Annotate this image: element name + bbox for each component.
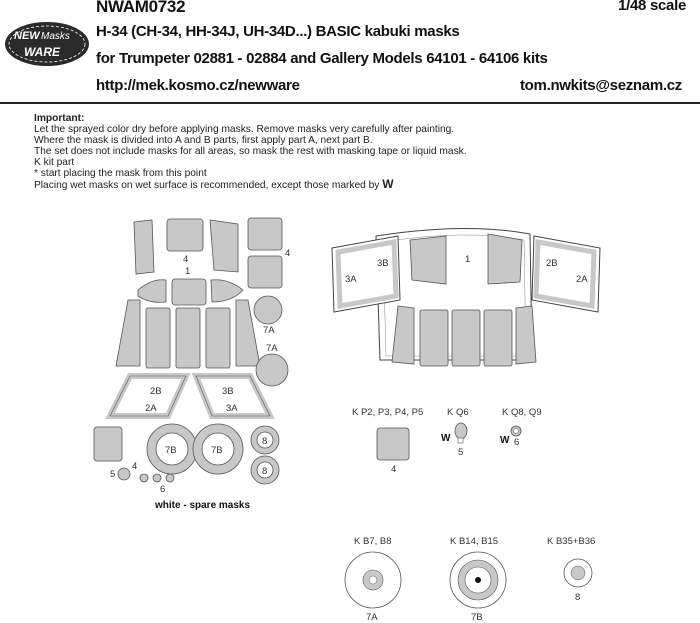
instruction-line: * start placing the mask from this point: [34, 168, 207, 179]
mask-window: [210, 220, 238, 272]
part-mask-label: 4: [391, 464, 397, 475]
mask-circle: [118, 468, 130, 480]
wheel-kit-label: K B35+B36: [547, 536, 596, 547]
canopy-window: [452, 310, 480, 366]
canopy-window: [420, 310, 448, 366]
label: 1: [465, 254, 471, 265]
instruction-line: K kit part: [34, 157, 75, 168]
canopy-window: [516, 306, 536, 364]
instruction-line: The set does not include masks for all areas, so mask the rest with masking tape or liquid mask.: [34, 146, 467, 157]
scale-label: 1/48 scale: [618, 0, 686, 14]
logo-text-ware: WARE: [24, 45, 60, 59]
wet-marker: W: [441, 433, 451, 444]
mask-window: [94, 427, 122, 461]
wheel-kit-label: K B7, B8: [354, 536, 392, 547]
canopy-window: [484, 310, 512, 366]
wet-marker: W: [500, 435, 510, 446]
mask-window: [206, 308, 230, 368]
wheel-8-hub: [571, 566, 585, 580]
product-code: NWAM0732: [96, 0, 186, 16]
label: 4: [285, 248, 291, 259]
mask-window: [167, 219, 203, 251]
mask-circle: [166, 474, 174, 482]
instruction-line: Where the mask is divided into A and B parts, first apply part A, next part B.: [34, 135, 373, 146]
kit-compatibility: for Trumpeter 02881 - 02884 and Gallery Models 64101 - 64106 kits: [96, 50, 548, 67]
mask-window: [146, 308, 170, 368]
wheel-mask-label: 7B: [471, 612, 483, 623]
label: 7A: [266, 343, 278, 354]
wheel-hub-center: [475, 577, 481, 583]
mask-window: [248, 218, 282, 250]
canopy-diagram: [332, 228, 600, 366]
mask-window: [176, 308, 200, 368]
spare-masks-note: white - spare masks: [155, 500, 251, 511]
label: 2B: [546, 258, 558, 269]
label: 4: [132, 461, 138, 472]
instructions-heading: Important:: [34, 113, 85, 124]
mask-window: [134, 220, 154, 274]
mask-circle: [140, 474, 148, 482]
part-kit-label: K Q8, Q9: [502, 407, 542, 418]
wheel-mask-label: 7A: [366, 612, 378, 623]
label: 3B: [377, 258, 389, 269]
label: 7B: [211, 445, 223, 456]
part-mask-label: 6: [514, 437, 520, 448]
part-mask-label: 5: [458, 447, 464, 458]
label: 2B: [150, 386, 162, 397]
canopy-window: [488, 234, 522, 284]
website-url[interactable]: http://mek.kosmo.cz/newware: [96, 77, 300, 94]
mask-window: [138, 280, 166, 303]
instruction-line: Let the sprayed color dry before applying masks. Remove masks very carefully after painting.: [34, 124, 455, 135]
mask-circle: [254, 296, 282, 324]
label: 3B: [222, 386, 234, 397]
product-title: H-34 (CH-34, HH-34J, UH-34D...) BASIC kabuki masks: [96, 23, 460, 40]
contact-email[interactable]: tom.nwkits@seznam.cz: [519, 77, 682, 94]
label: 2A: [576, 274, 588, 285]
mask-window: [116, 300, 140, 366]
part-mask: [377, 428, 409, 460]
label: 5: [110, 469, 116, 480]
mask-window: [248, 256, 282, 288]
wheel-kit-label: K B14, B15: [450, 536, 499, 547]
mask-window: [172, 279, 206, 305]
part-mask: [458, 438, 463, 443]
label: 2A: [145, 403, 157, 414]
part-kit-label: K P2, P3, P4, P5: [352, 407, 424, 418]
label: 3A: [226, 403, 238, 414]
mask-window: [211, 280, 243, 302]
wheel-mask-label: 8: [575, 592, 581, 603]
label: 3A: [345, 274, 357, 285]
label: 7A: [263, 325, 275, 336]
part-mask: [455, 423, 467, 439]
wheel-hub-center: [369, 576, 377, 584]
label: 4: [183, 254, 189, 265]
canopy-window: [410, 236, 446, 284]
label: 1: [185, 266, 191, 277]
canopy-window: [392, 306, 414, 364]
label: 8: [262, 466, 268, 477]
label: 8: [262, 436, 268, 447]
mask-circle: [153, 474, 161, 482]
logo-text-new: NEW: [14, 30, 40, 42]
part-mask: [514, 429, 519, 434]
mask-circle: [256, 354, 288, 386]
label: 7B: [165, 445, 177, 456]
part-kit-label: K Q6: [447, 407, 469, 418]
logo-text-masks: Masks: [41, 31, 70, 42]
label: 6: [160, 484, 166, 495]
wet-marker: W: [382, 177, 394, 191]
instruction-text: Placing wet masks on wet surface is recommended, except those marked by: [34, 180, 380, 191]
